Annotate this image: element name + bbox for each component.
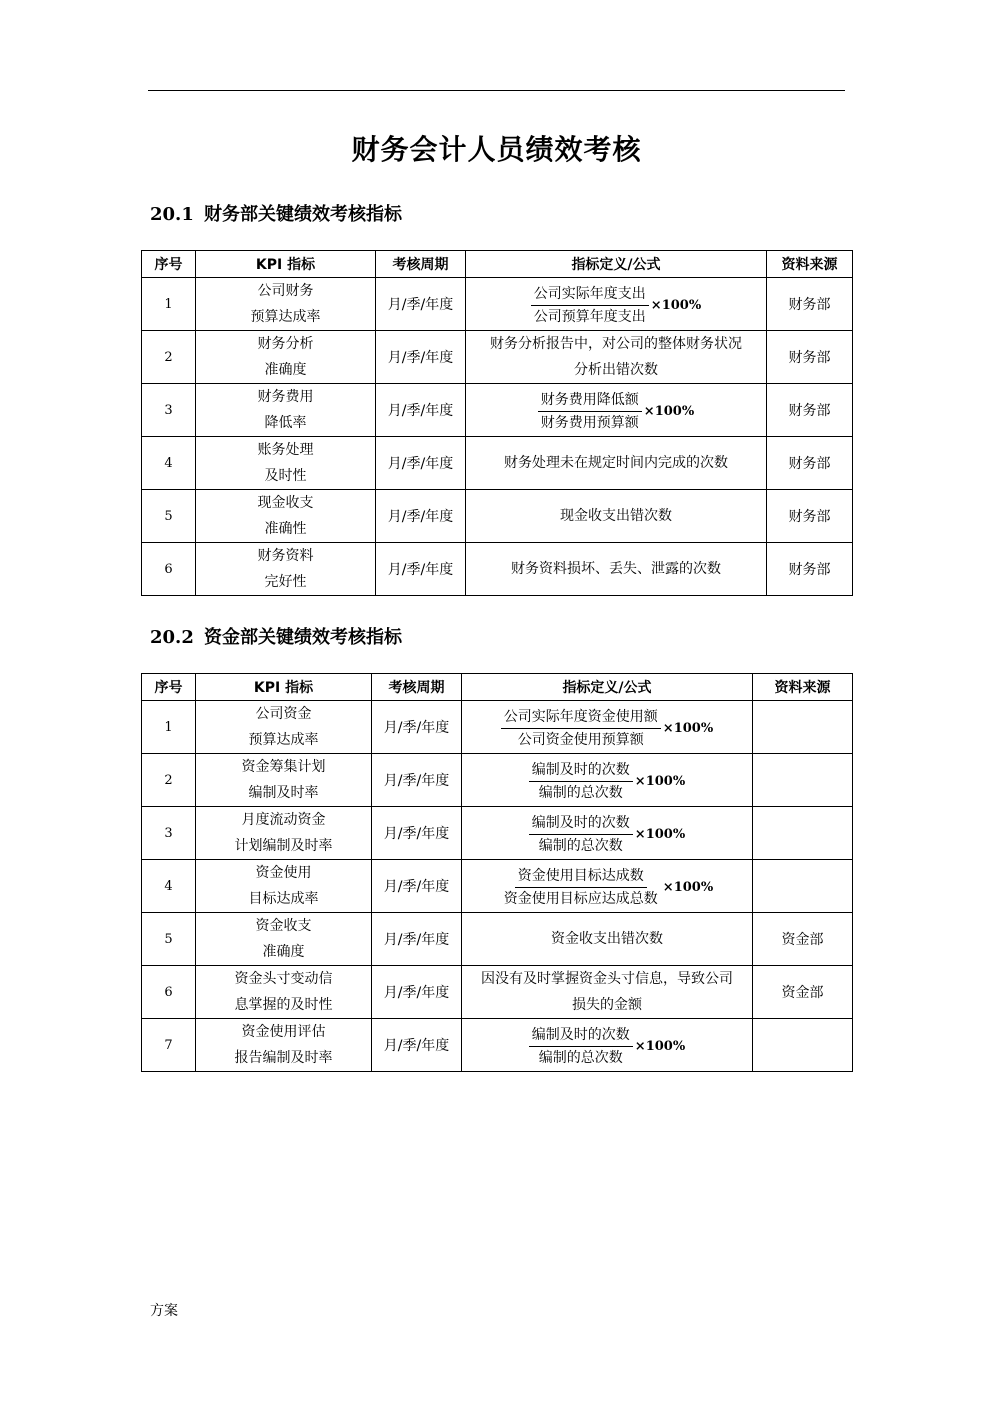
kpi-name-line: 预算达成率: [248, 732, 319, 748]
denominator: 编制的总次数: [538, 785, 623, 801]
formula-cell: [466, 384, 767, 437]
row-index: 6: [142, 543, 196, 596]
kpi-name-line: 财务费用: [257, 389, 314, 405]
source-cell: 财务部: [767, 490, 853, 543]
kpi-name-line: 公司财务: [257, 283, 314, 299]
multiplier: ×100%: [662, 720, 714, 736]
kpi-name-line: 资金头寸变动信: [234, 971, 333, 987]
source-cell: 资金部: [753, 966, 853, 1019]
period-cell: 月/季/年度: [372, 860, 462, 913]
row-index: 1: [142, 278, 196, 331]
kpi-name: [196, 437, 376, 490]
row-index: 4: [142, 860, 196, 913]
formula-cell: [466, 278, 767, 331]
period-cell: 月/季/年度: [372, 966, 462, 1019]
section-number: 20.2: [150, 627, 194, 648]
definition-line: 损失的金额: [572, 997, 642, 1013]
numerator: 公司实际年度资金使用额: [501, 707, 661, 729]
table-row: [142, 913, 853, 966]
table-row: [142, 754, 853, 807]
kpi-name-line: 目标达成率: [248, 891, 319, 907]
kpi-name-line: 现金收支: [257, 495, 314, 511]
numerator: 编制及时的次数: [529, 813, 633, 835]
denominator: 编制的总次数: [538, 838, 623, 854]
fraction: [538, 390, 694, 433]
kpi-name: [196, 1019, 372, 1072]
kpi-name: [196, 490, 376, 543]
fraction: [531, 284, 701, 327]
kpi-name: [196, 754, 372, 807]
kpi-name: [196, 543, 376, 596]
denominator: 公司预算年度支出: [533, 309, 646, 325]
multiplier: ×100%: [650, 297, 702, 313]
multiplier: ×100%: [662, 879, 714, 895]
definition-cell: 财务处理未在规定时间内完成的次数: [466, 437, 767, 490]
formula-cell: [462, 1019, 753, 1072]
multiplier: ×100%: [634, 1038, 686, 1054]
kpi-name: [196, 913, 372, 966]
row-index: 7: [142, 1019, 196, 1072]
kpi-name-line: 公司资金: [255, 706, 312, 722]
row-index: 2: [142, 331, 196, 384]
table-header-row: [142, 674, 853, 701]
fraction: [529, 813, 685, 856]
row-index: 1: [142, 701, 196, 754]
formula-cell: [462, 754, 753, 807]
header-source: 资料来源: [767, 251, 853, 278]
denominator: 财务费用预算额: [540, 415, 639, 431]
table-row: [142, 384, 853, 437]
header-definition: 指标定义/公式: [466, 251, 767, 278]
finance-kpi-table: [141, 250, 853, 596]
period-cell: 月/季/年度: [372, 701, 462, 754]
denominator: 公司资金使用预算额: [517, 732, 644, 748]
kpi-name: [196, 278, 376, 331]
row-index: 4: [142, 437, 196, 490]
kpi-name: [196, 384, 376, 437]
numerator: 资金使用目标达成数: [515, 866, 647, 888]
period-cell: 月/季/年度: [376, 384, 466, 437]
footer-label: 方案: [150, 1303, 178, 1319]
definition-line: 因没有及时掌握资金头寸信息，导致公司: [481, 971, 733, 987]
multiplier: ×100%: [643, 403, 695, 419]
row-index: 6: [142, 966, 196, 1019]
source-cell: [753, 1019, 853, 1072]
kpi-name-line: 息掌握的及时性: [234, 997, 333, 1013]
header-source: 资料来源: [753, 674, 853, 701]
source-cell: 财务部: [767, 437, 853, 490]
numerator: 编制及时的次数: [529, 760, 633, 782]
kpi-name: [196, 701, 372, 754]
table-header-row: [142, 251, 853, 278]
kpi-name: [196, 807, 372, 860]
definition-cell: [466, 331, 767, 384]
kpi-name-line: 资金筹集计划: [241, 759, 326, 775]
period-cell: 月/季/年度: [376, 278, 466, 331]
period-cell: 月/季/年度: [376, 437, 466, 490]
kpi-name-line: 完好性: [264, 574, 307, 590]
kpi-name-line: 财务分析: [257, 336, 314, 352]
header-period: 考核周期: [372, 674, 462, 701]
header-definition: 指标定义/公式: [462, 674, 753, 701]
section-title: 财务部关键绩效考核指标: [204, 204, 402, 225]
source-cell: 财务部: [767, 543, 853, 596]
kpi-name: [196, 966, 372, 1019]
kpi-name-line: 资金使用: [255, 865, 312, 881]
section-number: 20.1: [150, 204, 194, 225]
formula-cell: [462, 807, 753, 860]
kpi-name-line: 财务资料: [257, 548, 314, 564]
kpi-name-line: 报告编制及时率: [234, 1050, 333, 1066]
definition-line: 分析出错次数: [574, 362, 658, 378]
header-period: 考核周期: [376, 251, 466, 278]
source-cell: 资金部: [753, 913, 853, 966]
row-index: 5: [142, 913, 196, 966]
numerator: 财务费用降低额: [538, 390, 642, 412]
table-row: [142, 331, 853, 384]
source-cell: [753, 860, 853, 913]
fraction: [529, 1025, 685, 1068]
header-kpi: KPI 指标: [196, 674, 372, 701]
numerator: 公司实际年度支出: [531, 284, 649, 306]
table-row: [142, 701, 853, 754]
header-rule: [148, 90, 845, 91]
table-row: [142, 1019, 853, 1072]
multiplier: ×100%: [634, 773, 686, 789]
kpi-name: [196, 860, 372, 913]
period-cell: 月/季/年度: [372, 807, 462, 860]
kpi-name-line: 资金使用评估: [241, 1024, 326, 1040]
kpi-name-line: 及时性: [264, 468, 307, 484]
section-heading-capital: [150, 623, 402, 649]
period-cell: 月/季/年度: [376, 543, 466, 596]
section-title: 资金部关键绩效考核指标: [204, 627, 402, 648]
period-cell: 月/季/年度: [376, 490, 466, 543]
kpi-name-line: 准确度: [264, 362, 307, 378]
kpi-name-line: 预算达成率: [250, 309, 321, 325]
header-index: 序号: [142, 251, 196, 278]
period-cell: 月/季/年度: [376, 331, 466, 384]
source-cell: 财务部: [767, 384, 853, 437]
table-row: [142, 807, 853, 860]
capital-kpi-table: [141, 673, 853, 1072]
denominator: 编制的总次数: [538, 1050, 623, 1066]
definition-cell: 资金收支出错次数: [462, 913, 753, 966]
kpi-name-line: 账务处理: [257, 442, 314, 458]
kpi-name-line: 月度流动资金: [241, 812, 326, 828]
kpi-name: [196, 331, 376, 384]
kpi-name-line: 编制及时率: [248, 785, 319, 801]
source-cell: [753, 807, 853, 860]
source-cell: [753, 754, 853, 807]
denominator: 资金使用目标应达成总数: [503, 891, 658, 907]
kpi-name-line: 计划编制及时率: [234, 838, 333, 854]
kpi-name-line: 降低率: [264, 415, 307, 431]
kpi-name-line: 准确性: [264, 521, 307, 537]
document-title: 财务会计人员绩效考核: [351, 133, 642, 166]
definition-cell: 财务资料损坏、丢失、泄露的次数: [466, 543, 767, 596]
row-index: 2: [142, 754, 196, 807]
row-index: 3: [142, 384, 196, 437]
definition-cell: 现金收支出错次数: [466, 490, 767, 543]
table-row: [142, 437, 853, 490]
period-cell: 月/季/年度: [372, 913, 462, 966]
definition-cell: [462, 966, 753, 1019]
source-cell: [753, 701, 853, 754]
formula-cell: [462, 701, 753, 754]
fraction: [501, 707, 713, 750]
row-index: 5: [142, 490, 196, 543]
fraction: [501, 866, 713, 909]
fraction: [529, 760, 685, 803]
numerator: 编制及时的次数: [529, 1025, 633, 1047]
row-index: 3: [142, 807, 196, 860]
period-cell: 月/季/年度: [372, 1019, 462, 1072]
source-cell: 财务部: [767, 331, 853, 384]
formula-cell: [462, 860, 753, 913]
table-row: [142, 860, 853, 913]
table-row: [142, 543, 853, 596]
multiplier: ×100%: [634, 826, 686, 842]
section-heading-finance: [150, 200, 402, 226]
header-kpi: KPI 指标: [196, 251, 376, 278]
definition-line: 财务分析报告中，对公司的整体财务状况: [490, 336, 742, 352]
table-row: [142, 966, 853, 1019]
header-index: 序号: [142, 674, 196, 701]
table-row: [142, 278, 853, 331]
kpi-name-line: 资金收支: [255, 918, 312, 934]
period-cell: 月/季/年度: [372, 754, 462, 807]
source-cell: 财务部: [767, 278, 853, 331]
kpi-name-line: 准确度: [262, 944, 305, 960]
table-row: [142, 490, 853, 543]
